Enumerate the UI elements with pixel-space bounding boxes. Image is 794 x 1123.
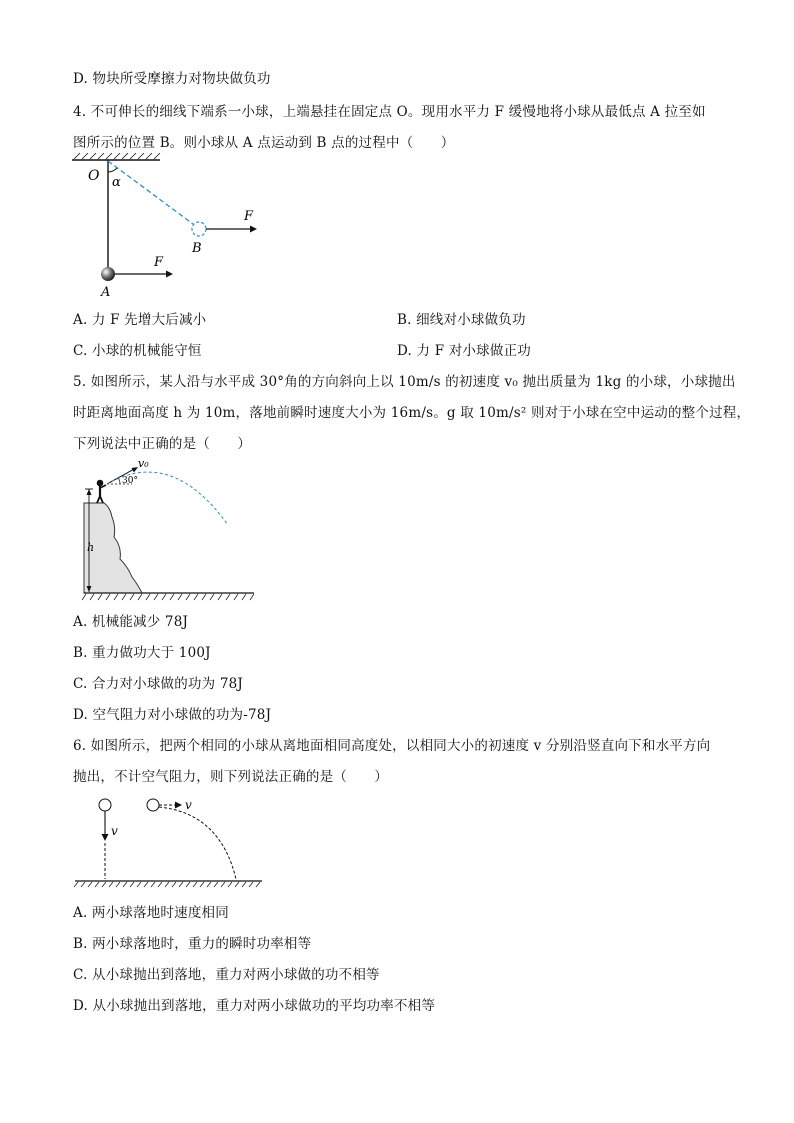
v-arrowhead-down (102, 834, 109, 841)
q6-option-d: D. 从小球抛出到落地，重力对两小球做功的平均功率不相等 (73, 998, 436, 1014)
q6-stem-line1: 6. 如图所示，把两个相同的小球从离地面相同高度处，以相同大小的初速度 v 分别沿竖直向下和水平方向 (73, 738, 711, 754)
label-o: O (88, 168, 100, 184)
label-f-top: F (244, 209, 254, 224)
label-a: A (101, 285, 111, 300)
label-alpha: α (112, 175, 121, 190)
label-v0: v₀ (138, 457, 149, 470)
q6-throw-figure (70, 795, 270, 891)
label-angle: 30° (122, 476, 138, 486)
q5-stem-line2: 时距离地面高度 h 为 10m，落地前瞬时速度大小为 16m/s。g 取 10m/s² 则对于小球在空中运动的整个过程， (73, 405, 751, 421)
label-v-down: v (111, 824, 118, 838)
q6-option-a: A. 两小球落地时速度相同 (73, 905, 229, 921)
angle-arc (108, 168, 117, 172)
q4-pendulum-figure (60, 152, 280, 300)
ground-hatch (74, 882, 260, 887)
q5-option-a: A. 机械能减少 78J (73, 614, 189, 630)
label-f-bottom: F (154, 255, 164, 270)
q5-option-d: D. 空气阻力对小球做的功为-78J (73, 707, 272, 723)
q6-stem-line2: 抛出，不计空气阻力，则下列说法正确的是（ ） (73, 769, 389, 785)
ball-a (101, 267, 115, 281)
q4-option-a: A. 力 F 先增大后减小 (73, 312, 207, 328)
q5-option-c: C. 合力对小球做的功为 78J (73, 676, 244, 692)
ceiling-hatch (74, 153, 160, 159)
ground-hatch (82, 594, 254, 600)
person (97, 480, 106, 503)
ball-horizontal (147, 799, 159, 811)
q3-option-d: D. 物块所受摩擦力对物块做负功 (73, 71, 271, 87)
q4-option-c: C. 小球的机械能守恒 (73, 343, 202, 359)
q4-stem-line2: 图所示的位置 B。则小球从 A 点运动到 B 点的过程中（ ） (73, 135, 455, 151)
q4-option-b: B. 细线对小球做负功 (397, 312, 526, 328)
label-h: h (87, 541, 95, 554)
dashed-string (108, 161, 193, 224)
ball-vertical (99, 799, 111, 811)
q5-cliff-figure (70, 455, 260, 601)
label-b: B (192, 241, 202, 256)
projectile-path (159, 807, 236, 879)
q4-stem-line1: 4. 不可伸长的细线下端系一小球，上端悬挂在固定点 O。现用水平力 F 缓慢地将小球从最低点 A 拉至如 (73, 104, 706, 120)
v-arrowhead-right (175, 802, 182, 809)
force-arrowhead-a (166, 271, 173, 278)
q6-option-c: C. 从小球抛出到落地，重力对两小球做的功不相等 (73, 967, 380, 983)
ball-b-dashed (192, 222, 206, 236)
q5-stem-line1: 5. 如图所示，某人沿与水平成 30°角的方向斜向上以 10m/s 的初速度 v₀ 抛出质量为 1kg 的小球，小球抛出 (73, 374, 736, 390)
q4-option-d: D. 力 F 对小球做正功 (397, 343, 531, 359)
force-arrowhead-b (250, 226, 257, 233)
label-v-right: v (185, 798, 192, 812)
q6-option-b: B. 两小球落地时，重力的瞬时功率相等 (73, 936, 312, 952)
q5-stem-line3: 下列说法中正确的是（ ） (73, 436, 252, 452)
q5-option-b: B. 重力做功大于 100J (73, 645, 211, 661)
